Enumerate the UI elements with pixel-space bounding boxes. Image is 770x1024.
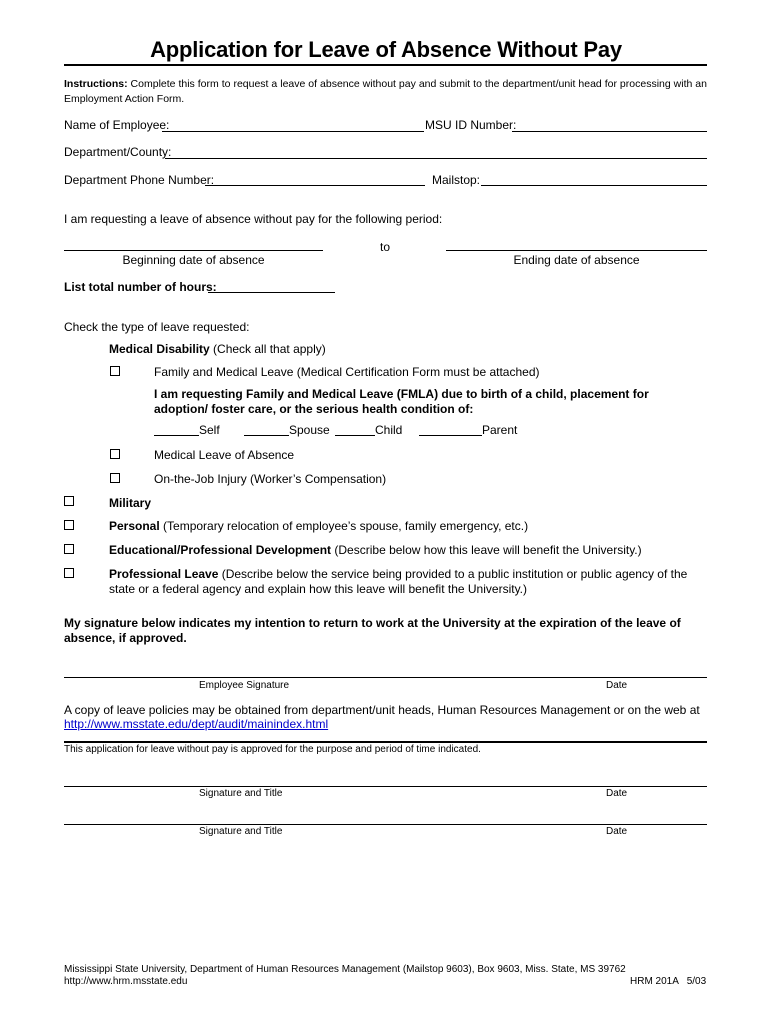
phone-label: Department Phone Number: xyxy=(64,173,215,187)
approval-date-2-label: Date xyxy=(606,826,628,837)
spouse-field[interactable] xyxy=(244,435,289,436)
medical-leave-label: Medical Leave of Absence xyxy=(154,448,295,462)
parent-field[interactable] xyxy=(419,435,482,436)
phone-field[interactable] xyxy=(205,185,425,186)
signature-statement: My signature below indicates my intention to return to work at the University at the expiration of the leave of absence, if approved. xyxy=(64,616,681,645)
footer-url: http://www.hrm.msstate.edu xyxy=(64,976,188,987)
fmla-checkbox[interactable] xyxy=(110,366,120,376)
instructions xyxy=(64,77,707,107)
footer-form-id: HRM 201A 5/03 xyxy=(630,976,707,987)
approval-signature-2-label: Signature and Title xyxy=(199,826,283,837)
period-to: to xyxy=(380,240,391,254)
medical-leave-checkbox[interactable] xyxy=(110,449,120,459)
approval-signature-2-field[interactable] xyxy=(64,824,707,825)
policy-text: A copy of leave policies may be obtained from department/unit heads, Human Resources Management or on the web at xyxy=(64,703,700,717)
footer-address: Mississippi State University, Department of Human Resources Management (Mailstop 9603), Box 9603, Miss. State, MS 39762 xyxy=(64,964,626,975)
employee-name-field[interactable] xyxy=(162,131,424,132)
begin-date-field[interactable] xyxy=(64,250,323,251)
personal-desc: (Temporary relocation of employee’s spouse, family emergency, etc.) xyxy=(159,519,529,533)
begin-date-label: Beginning date of absence xyxy=(122,253,265,267)
msu-id-field[interactable] xyxy=(512,131,707,132)
fmla-label: Family and Medical Leave (Medical Certification Form must be attached) xyxy=(154,365,540,379)
self-field[interactable] xyxy=(154,435,199,436)
educational-label: Educational/Professional Development xyxy=(109,543,332,557)
on-job-injury-label: On-the-Job Injury (Worker’s Compensation) xyxy=(154,472,387,486)
fmla-reason: I am requesting Family and Medical Leave (FMLA) due to birth of a child, placement for adoption/ foster care, or the serious health condition of: xyxy=(154,387,649,416)
leave-intro: Check the type of leave requested: xyxy=(64,320,250,334)
child-label: Child xyxy=(375,423,403,437)
policy-link[interactable]: http://www.msstate.edu/dept/audit/mainindex.html xyxy=(64,717,329,731)
title-rule xyxy=(64,64,707,66)
military-checkbox[interactable] xyxy=(64,496,74,506)
professional-option xyxy=(109,567,709,597)
medical-heading-note: (Check all that apply) xyxy=(209,342,326,356)
professional-label: Professional Leave xyxy=(109,567,219,581)
mailstop-label: Mailstop: xyxy=(432,173,481,187)
department-label: Department/County: xyxy=(64,145,172,159)
self-label: Self xyxy=(199,423,220,437)
mailstop-field[interactable] xyxy=(481,185,707,186)
personal-checkbox[interactable] xyxy=(64,520,74,530)
approval-signature-1-field[interactable] xyxy=(64,786,707,787)
employee-signature-field[interactable] xyxy=(64,677,707,678)
approval-date-1-label: Date xyxy=(606,788,628,799)
employee-name-label: Name of Employee: xyxy=(64,118,170,132)
educational-desc: (Describe below how this leave will benefit the University.) xyxy=(331,543,642,557)
end-date-label: Ending date of absence xyxy=(513,253,640,267)
department-field[interactable] xyxy=(165,158,707,159)
spouse-label: Spouse xyxy=(289,423,330,437)
section-rule xyxy=(64,741,707,743)
approval-signature-1-label: Signature and Title xyxy=(199,788,283,799)
military-label: Military xyxy=(109,496,152,510)
professional-desc: (Describe below the service being provided to a public institution or public agency of the state or a federal agency and explain how this leave will benefit the University.) xyxy=(109,567,688,596)
parent-label: Parent xyxy=(482,423,518,437)
hours-label: List total number of hours: xyxy=(64,280,217,294)
employee-signature-label: Employee Signature xyxy=(199,680,290,691)
page-title: Application for Leave of Absence Without Pay xyxy=(150,37,622,62)
child-field[interactable] xyxy=(335,435,375,436)
period-intro: I am requesting a leave of absence without pay for the following period: xyxy=(64,212,443,226)
approval-statement: This application for leave without pay is approved for the purpose and period of time indicated. xyxy=(64,744,481,755)
on-job-injury-checkbox[interactable] xyxy=(110,473,120,483)
instructions-text: Complete this form to request a leave of absence without pay and submit to the department/unit head for processing with an Employment Action Form. xyxy=(64,78,707,105)
end-date-field[interactable] xyxy=(446,250,707,251)
msu-id-label: MSU ID Number: xyxy=(425,118,517,132)
instructions-label: Instructions: xyxy=(64,78,128,90)
hours-field[interactable] xyxy=(208,292,335,293)
educational-option xyxy=(109,543,642,557)
medical-heading xyxy=(109,342,326,356)
medical-heading-label: Medical Disability xyxy=(109,342,210,356)
employee-date-label: Date xyxy=(606,680,628,691)
personal-option xyxy=(109,519,528,533)
personal-label: Personal xyxy=(109,519,160,533)
educational-checkbox[interactable] xyxy=(64,544,74,554)
professional-checkbox[interactable] xyxy=(64,568,74,578)
